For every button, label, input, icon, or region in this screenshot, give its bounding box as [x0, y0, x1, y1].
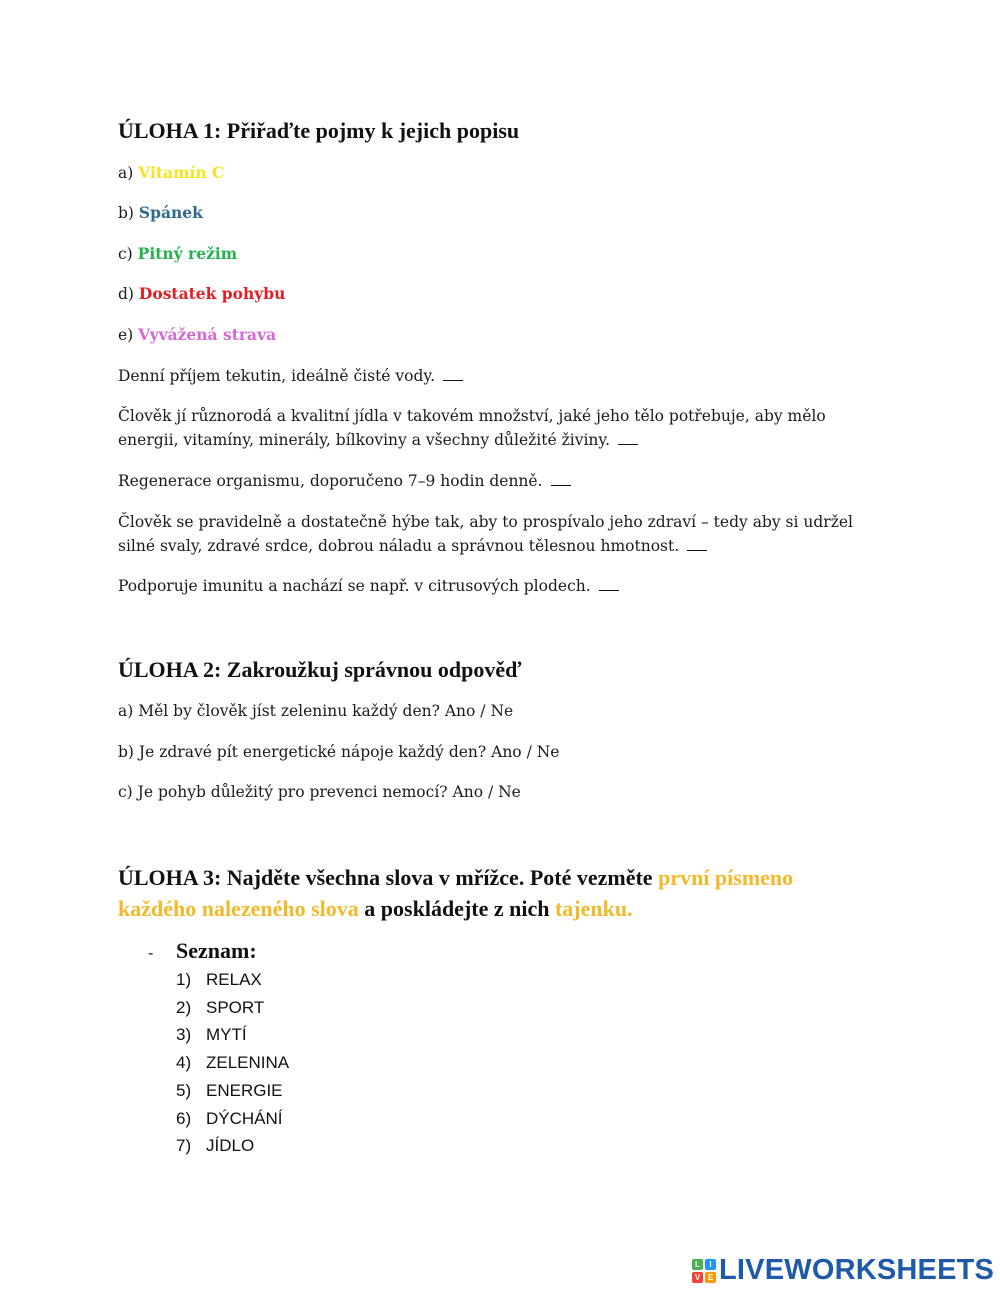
list-word: MYTÍ — [206, 1025, 247, 1045]
logo-tile: I — [705, 1259, 716, 1270]
task3-heading-text: ÚLOHA 3: Najděte všechna slova v mřížce. Poté vezměte — [118, 865, 659, 890]
list-word: JÍDLO — [206, 1136, 255, 1156]
list-word: ENERGIE — [206, 1080, 283, 1100]
word-list-header — [148, 938, 257, 964]
term-label: Dostatek pohybu — [138, 284, 286, 303]
list-number: 5) — [176, 1080, 192, 1100]
logo-tile: E — [705, 1272, 716, 1283]
description-4 — [118, 510, 888, 558]
term-b — [118, 201, 203, 225]
description-3 — [118, 469, 571, 493]
task3-heading-text: a poskládejte z nich — [358, 896, 555, 921]
description-1 — [118, 364, 463, 388]
description-text: Denní příjem tekutin, ideálně čisté vody. — [118, 367, 436, 385]
list-word: DÝCHÁNÍ — [206, 1108, 283, 1128]
term-letter: c) — [118, 245, 133, 263]
description-text: Podporuje imunitu a nachází se např. v citrusových plodech. — [118, 577, 591, 595]
list-number: 2) — [176, 997, 192, 1017]
question-a: a) Měl by člověk jíst zeleninu každý den? Ano / Ne — [118, 702, 514, 720]
list-item — [176, 1105, 289, 1133]
term-e — [118, 323, 276, 347]
answer-blank[interactable] — [618, 443, 638, 445]
logo-text: LIVEWORKSHEETS — [719, 1254, 995, 1286]
term-letter: a) — [118, 164, 134, 182]
list-item — [176, 1021, 289, 1049]
answer-blank[interactable] — [599, 589, 619, 591]
logo-tile: L — [692, 1259, 703, 1270]
term-c — [118, 242, 237, 266]
list-item — [176, 1077, 289, 1105]
list-number: 1) — [176, 970, 192, 989]
question-b: b) Je zdravé pít energetické nápoje každý den? Ano / Ne — [118, 743, 560, 761]
description-text: Člověk jí různorodá a kvalitní jídla v takovém množství, jaké jeho tělo potřebuje, aby mělo energii, vitamíny, minerály, bílkoviny a všechny důležité živiny. — [118, 407, 826, 449]
liveworksheets-logo — [692, 1254, 994, 1287]
word-list-title: Seznam: — [176, 938, 257, 963]
list-number: 3) — [176, 1025, 192, 1045]
list-item — [176, 994, 289, 1022]
task1-heading: ÚLOHA 1: Přiřaďte pojmy k jejich popisu — [118, 118, 520, 143]
description-2 — [118, 404, 888, 452]
list-word: ZELENINA — [206, 1053, 290, 1073]
term-label: Vyvážená strava — [138, 325, 277, 344]
term-d — [118, 282, 285, 306]
term-letter: b) — [118, 204, 134, 222]
logo-tile: V — [692, 1272, 703, 1283]
list-number: 7) — [176, 1136, 192, 1156]
term-label: Vitamín C — [138, 163, 225, 182]
term-letter: e) — [118, 326, 134, 344]
word-list — [176, 966, 289, 1160]
term-letter: d) — [118, 285, 134, 303]
term-label: Pitný režim — [137, 244, 238, 263]
term-label: Spánek — [138, 203, 203, 222]
description-5 — [118, 574, 619, 598]
answer-blank[interactable] — [551, 484, 571, 486]
list-item — [176, 966, 289, 994]
answer-blank[interactable] — [687, 549, 707, 551]
list-number: 6) — [176, 1108, 192, 1128]
description-text: Člověk se pravidelně a dostatečně hýbe tak, aby to prospívalo jeho zdraví – tedy aby si udržel silné svaly, zdravé srdce, dobrou náladu a správnou tělesnou hmotnost. — [118, 513, 853, 555]
bullet-dash: - — [148, 945, 154, 962]
task3-heading-accent: první písmeno každého nalezeného slova — [118, 865, 794, 921]
task2-heading: ÚLOHA 2: Zakroužkuj správnou odpověď — [118, 657, 522, 682]
task3-heading-accent: tajenku. — [554, 896, 633, 921]
answer-blank[interactable] — [443, 379, 463, 381]
description-text: Regenerace organismu, doporučeno 7–9 hodin denně. — [118, 472, 543, 490]
list-word: SPORT — [206, 997, 265, 1017]
task3-heading — [118, 862, 858, 924]
term-a — [118, 161, 224, 185]
list-number: 4) — [176, 1053, 192, 1073]
list-word: RELAX — [206, 970, 262, 989]
list-item — [176, 1049, 289, 1077]
question-c: c) Je pohyb důležitý pro prevenci nemocí? Ano / Ne — [118, 783, 521, 801]
logo-icon — [692, 1259, 716, 1283]
list-item — [176, 1132, 289, 1160]
